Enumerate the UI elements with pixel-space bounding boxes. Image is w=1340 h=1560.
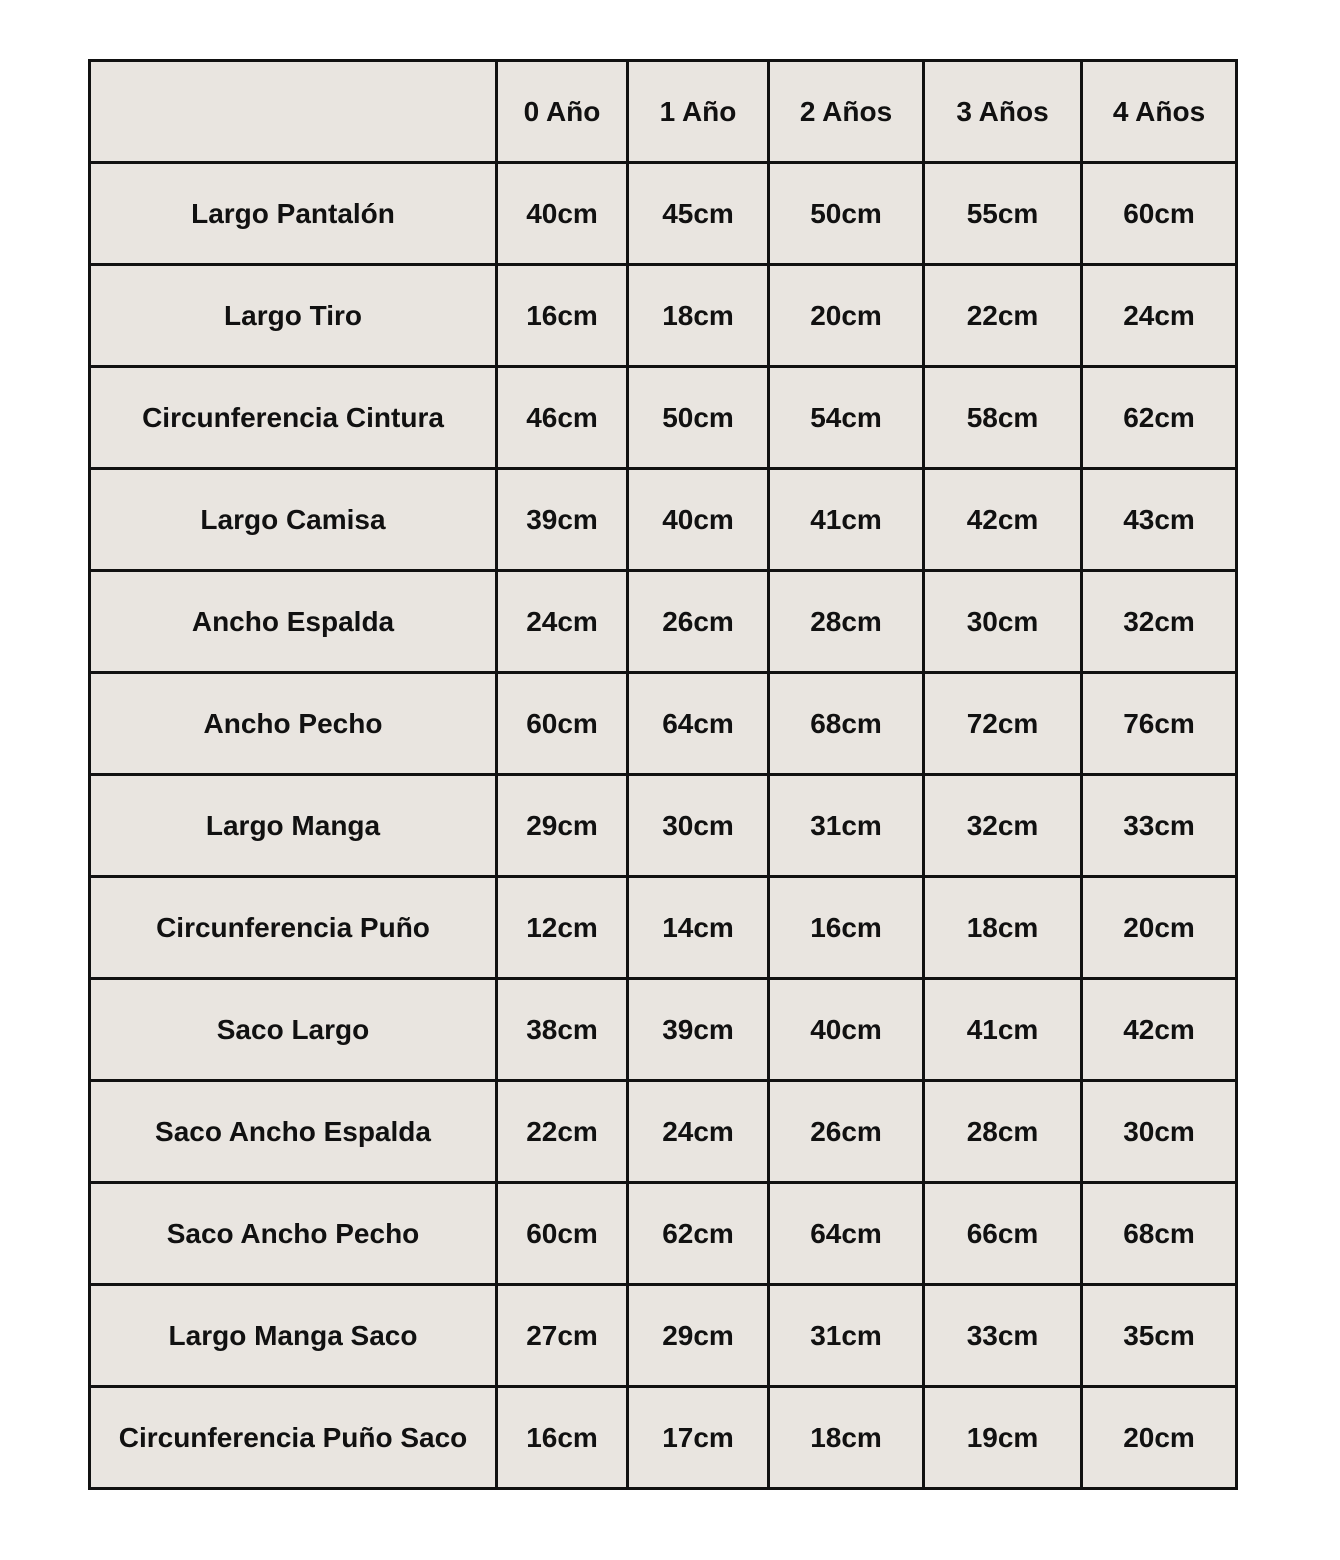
table-cell: 30cm <box>924 571 1082 673</box>
table-row <box>90 1081 1237 1183</box>
header-age-2: 2 Años <box>769 61 924 163</box>
table-cell: 20cm <box>1082 877 1237 979</box>
table-cell: 24cm <box>1082 265 1237 367</box>
row-label: Ancho Espalda <box>90 571 497 673</box>
table-cell: 33cm <box>1082 775 1237 877</box>
table-row <box>90 265 1237 367</box>
row-label: Circunferencia Puño <box>90 877 497 979</box>
table-cell: 31cm <box>769 1285 924 1387</box>
row-label: Circunferencia Cintura <box>90 367 497 469</box>
table-cell: 50cm <box>628 367 769 469</box>
table-cell: 58cm <box>924 367 1082 469</box>
table-cell: 60cm <box>497 1183 628 1285</box>
header-age-3: 3 Años <box>924 61 1082 163</box>
table-cell: 64cm <box>628 673 769 775</box>
table-cell: 38cm <box>497 979 628 1081</box>
table-cell: 72cm <box>924 673 1082 775</box>
table-cell: 24cm <box>497 571 628 673</box>
table-row <box>90 1285 1237 1387</box>
table-cell: 26cm <box>769 1081 924 1183</box>
row-label: Largo Pantalón <box>90 163 497 265</box>
table-cell: 68cm <box>769 673 924 775</box>
table-cell: 22cm <box>924 265 1082 367</box>
table-cell: 16cm <box>497 265 628 367</box>
table-cell: 60cm <box>497 673 628 775</box>
table-cell: 43cm <box>1082 469 1237 571</box>
table-cell: 32cm <box>1082 571 1237 673</box>
table-cell: 29cm <box>628 1285 769 1387</box>
table-cell: 64cm <box>769 1183 924 1285</box>
table-cell: 20cm <box>1082 1387 1237 1489</box>
table-cell: 18cm <box>628 265 769 367</box>
table-cell: 68cm <box>1082 1183 1237 1285</box>
table-cell: 45cm <box>628 163 769 265</box>
table-cell: 42cm <box>1082 979 1237 1081</box>
header-age-0: 0 Año <box>497 61 628 163</box>
table-row <box>90 469 1237 571</box>
table-cell: 50cm <box>769 163 924 265</box>
table-cell: 40cm <box>628 469 769 571</box>
table-cell: 18cm <box>769 1387 924 1489</box>
table-cell: 30cm <box>1082 1081 1237 1183</box>
header-age-1: 1 Año <box>628 61 769 163</box>
table-cell: 39cm <box>628 979 769 1081</box>
table-cell: 14cm <box>628 877 769 979</box>
table-row <box>90 877 1237 979</box>
table-cell: 30cm <box>628 775 769 877</box>
table-cell: 39cm <box>497 469 628 571</box>
row-label: Largo Manga Saco <box>90 1285 497 1387</box>
table-cell: 17cm <box>628 1387 769 1489</box>
table-cell: 24cm <box>628 1081 769 1183</box>
table-cell: 40cm <box>497 163 628 265</box>
table-cell: 12cm <box>497 877 628 979</box>
table-cell: 33cm <box>924 1285 1082 1387</box>
table-row <box>90 979 1237 1081</box>
size-chart-table <box>88 59 1238 1490</box>
table-cell: 41cm <box>769 469 924 571</box>
table-cell: 76cm <box>1082 673 1237 775</box>
table-cell: 16cm <box>497 1387 628 1489</box>
row-label: Ancho Pecho <box>90 673 497 775</box>
header-corner-cell <box>90 61 497 163</box>
table-cell: 62cm <box>628 1183 769 1285</box>
row-label: Largo Camisa <box>90 469 497 571</box>
table-cell: 54cm <box>769 367 924 469</box>
table-cell: 20cm <box>769 265 924 367</box>
table-cell: 29cm <box>497 775 628 877</box>
row-label: Largo Manga <box>90 775 497 877</box>
table-row <box>90 673 1237 775</box>
table-cell: 42cm <box>924 469 1082 571</box>
table-cell: 18cm <box>924 877 1082 979</box>
table-cell: 55cm <box>924 163 1082 265</box>
table-cell: 46cm <box>497 367 628 469</box>
table-cell: 16cm <box>769 877 924 979</box>
table-cell: 28cm <box>769 571 924 673</box>
header-age-4: 4 Años <box>1082 61 1237 163</box>
table-cell: 66cm <box>924 1183 1082 1285</box>
table-row <box>90 163 1237 265</box>
table-cell: 60cm <box>1082 163 1237 265</box>
table-cell: 62cm <box>1082 367 1237 469</box>
table-row <box>90 1387 1237 1489</box>
header-row <box>90 61 1237 163</box>
table-cell: 28cm <box>924 1081 1082 1183</box>
table-row <box>90 367 1237 469</box>
table-cell: 26cm <box>628 571 769 673</box>
table-cell: 31cm <box>769 775 924 877</box>
table-cell: 35cm <box>1082 1285 1237 1387</box>
table-cell: 32cm <box>924 775 1082 877</box>
row-label: Saco Ancho Espalda <box>90 1081 497 1183</box>
row-label: Largo Tiro <box>90 265 497 367</box>
row-label: Saco Largo <box>90 979 497 1081</box>
table-cell: 19cm <box>924 1387 1082 1489</box>
table-cell: 41cm <box>924 979 1082 1081</box>
table-cell: 27cm <box>497 1285 628 1387</box>
table-cell: 22cm <box>497 1081 628 1183</box>
table-cell: 40cm <box>769 979 924 1081</box>
table-row <box>90 1183 1237 1285</box>
row-label: Circunferencia Puño Saco <box>90 1387 497 1489</box>
row-label: Saco Ancho Pecho <box>90 1183 497 1285</box>
table-row <box>90 775 1237 877</box>
table-row <box>90 571 1237 673</box>
